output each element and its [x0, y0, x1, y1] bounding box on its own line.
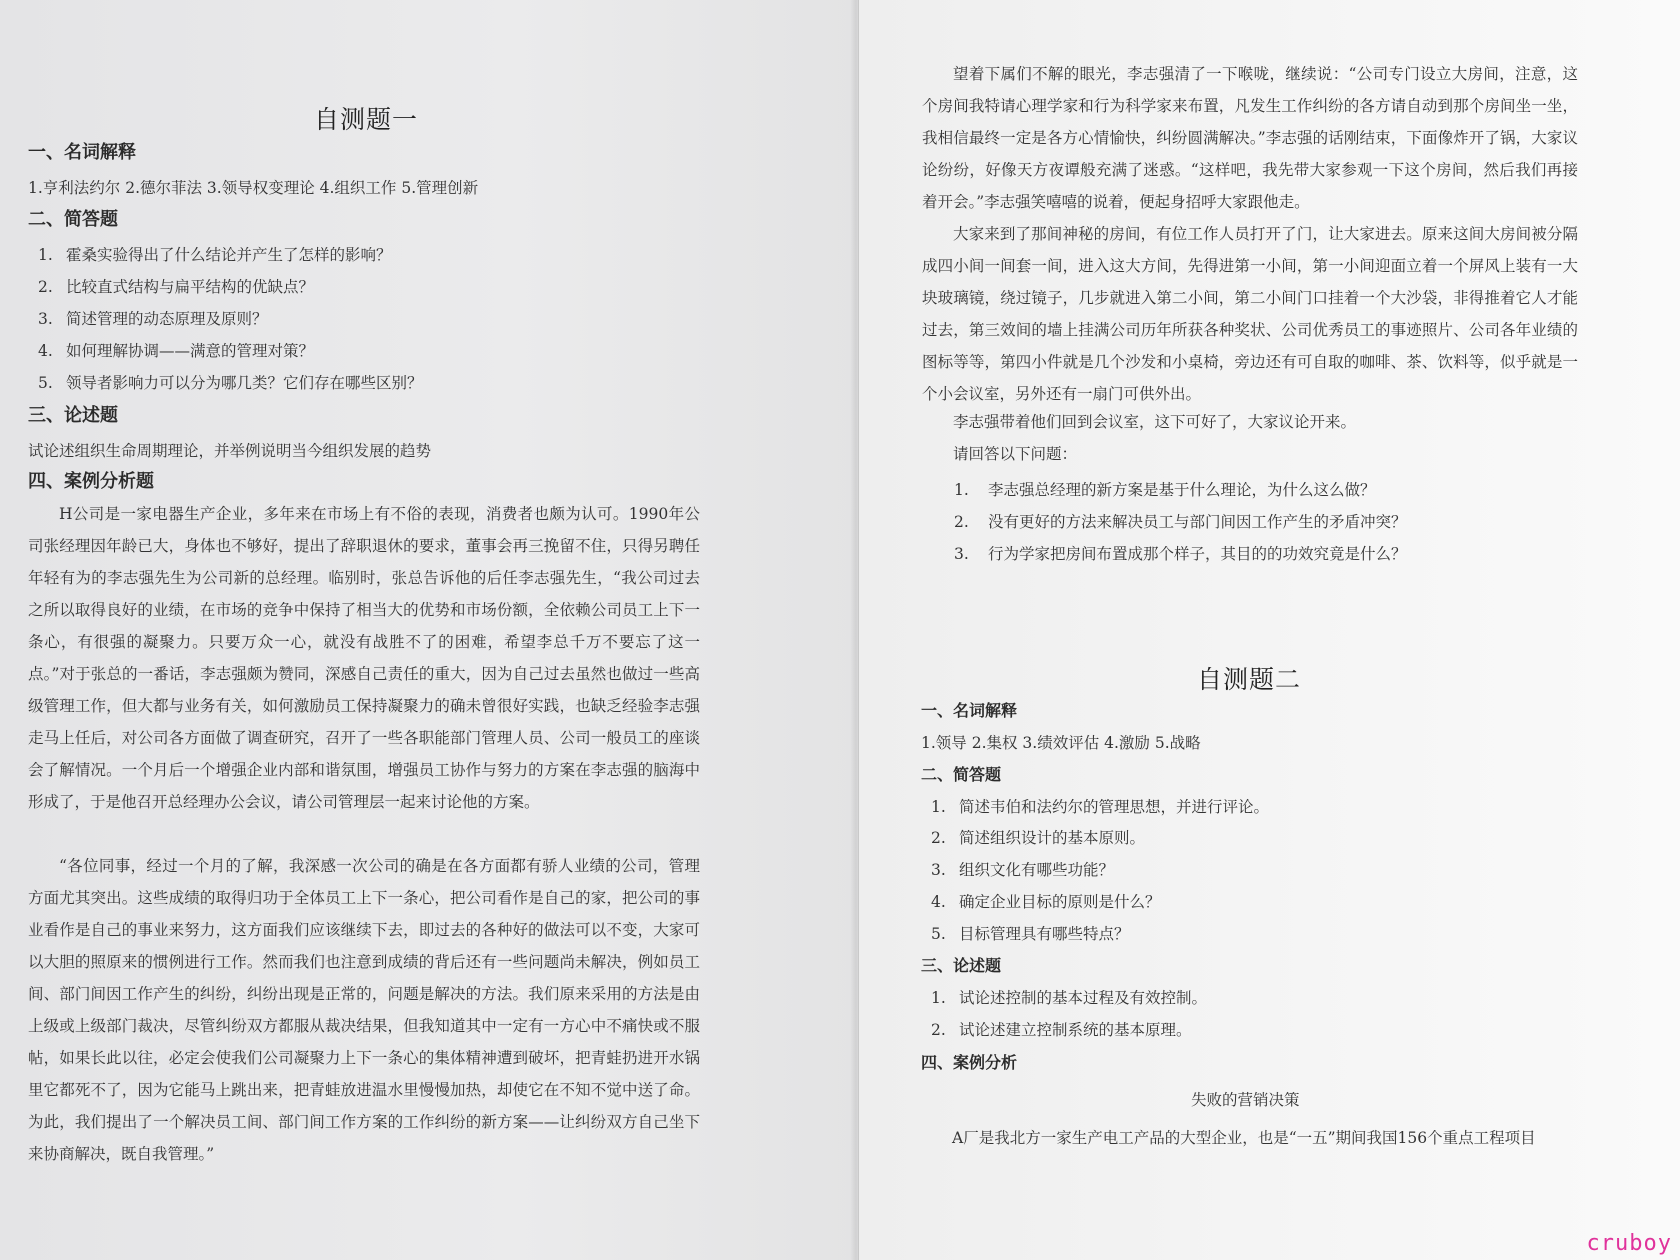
terms-list: 1.亨利法约尔 2.德尔菲法 3.领导权变理论 4.组织工作 5.管理创新 — [28, 179, 479, 197]
short-answer-item: 4. 确定企业目标的原则是什么？ — [931, 893, 1161, 911]
essay-item: 1. 试论述控制的基本过程及有效控制。 — [931, 989, 1208, 1007]
case-question: 3. 行为学家把房间布置成那个样子，其目的的功效究竟是什么？ — [954, 545, 1407, 563]
case-paragraph-3: 望着下属们不解的眼光，李志强清了一下喉咙，继续说：“公司专门设立大房间，注意，这个房间我特请心理学家和行为科学家来布置，凡发生工作纠纷的各方请自动到那个房间坐一坐，我相信最终一定是各方心情愉快，纠纷圆满解决。”李志强的话刚结束，下面像炸开了锅，大家议论纷纷，好像天方夜谭般充满了迷惑。“这样吧，我先带大家参观一下这个房间，然后我们再接着开会。”李志强笑嘻嘻的说着，便起身招呼大家跟他走。 — [922, 65, 1578, 211]
essay-item: 2. 试论述建立控制系统的基本原理。 — [931, 1021, 1192, 1039]
case-paragraph-1: H公司是一家电器生产企业，多年来在市场上有不俗的表现，消费者也颇为认可。1990年公司张经理因年龄已大，身体也不够好，提出了辞职退休的要求，董事会再三挽留不住，只得另聘任年轻有为的李志强先生为公司新的总经理。临别时，张总告诉他的后任李志强先生，“我公司过去之所以取得良好的业绩，在市场的竞争中保持了相当大的优势和市场份额，全依赖公司员工上下一条心，有很强的凝聚力。只要万众一心，就没有战胜不了的困难，希望李总千万不要忘了这一点。”对于张总的一番话，李志强颇为赞同，深感自己责任的重大，因为自己过去虽然也做过一些高级管理工作，但大都与业务有关，如何激励员工保持凝聚力的确未曾很好实践，也缺乏经验李志强走马上任后，对公司各方面做了调查研究，召开了一些各职能部门管理人员、公司一般员工的座谈会了解情况。一个月后一个增强企业内部和谐氛围，增强员工协作与努力的方案在李志强的脑海中形成了，于是他召开总经理办公会议，请公司管理层一起来讨论他的方案。 — [28, 505, 700, 811]
section-heading-case-2: 四、案例分析 — [921, 1053, 1018, 1072]
case-paragraph-2: “各位同事，经过一个月的了解，我深感一次公司的确是在各方面都有骄人业绩的公司，管理方面尤其突出。这些成绩的取得归功于全体员工上下一条心，把公司看作是自己的家，把公司的事业看作是自己的事业来努力，这方面我们应该继续下去，即过去的各种好的做法可以不变，大家可以大胆的照原来的惯例进行工作。然而我们也注意到成绩的背后还有一些问题尚未解决，例如员工间、部门间因工作产生的纠纷，纠纷出现是正常的，问题是解决的方法。我们原来采用的方法是由上级或上级部门裁决，尽管纠纷双方都服从裁决结果，但我知道其中一定有一方心中不痛快或不服帖，如果长此以往，必定会使我们公司凝聚力上下一条心的集体精神遭到破坏，把青蛙扔进开水锅里它都死不了，因为它能马上跳出来，把青蛙放进温水里慢慢加热，却使它在不知不觉中送了命。为此，我们提出了一个解决员工间、部门间工作方案的工作纠纷的新方案——让纠纷双方自己坐下来协商解决，既自我管理。” — [28, 857, 700, 1163]
section-heading-short-answer: 二、简答题 — [28, 209, 118, 230]
essay-question: 试论述组织生命周期理论，并举例说明当今组织发展的趋势 — [28, 442, 432, 460]
short-answer-item: 4. 如何理解协调——满意的管理对策？ — [38, 342, 315, 360]
exam-title-1: 自测题一 — [314, 105, 419, 134]
section-heading-essay: 三、论述题 — [28, 405, 118, 426]
terms-list-2: 1.领导 2.集权 3.绩效评估 4.激励 5.战略 — [921, 734, 1201, 752]
questions-intro: 请回答以下问题： — [953, 445, 1078, 463]
case-question: 1. 李志强总经理的新方案是基于什么理论，为什么这么做？ — [954, 481, 1376, 499]
section-heading-terms-2: 一、名词解释 — [921, 701, 1018, 720]
short-answer-item: 1. 简述韦伯和法约尔的管理思想，并进行评论。 — [931, 798, 1270, 816]
short-answer-item: 2. 简述组织设计的基本原则。 — [931, 829, 1146, 847]
case-title: 失败的营销决策 — [1191, 1091, 1300, 1109]
short-answer-item: 5. 目标管理具有哪些特点？ — [931, 925, 1130, 943]
section-heading-essay-2: 三、论述题 — [921, 956, 1002, 975]
case-text: A厂是我北方一家生产电工产品的大型企业，也是“一五”期间我国156个重点工程项目 — [952, 1129, 1536, 1147]
case-paragraph-4: 大家来到了那间神秘的房间，有位工作人员打开了门，让大家进去。原来这间大房间被分隔成四小间一间套一间，进入这大方间，先得进第一小间，第一小间迎面立着一个屏风上装有一大块玻璃镜，绕过镜子，几步就进入第二小间，第二小间门口挂着一个大沙袋，非得推着它人才能过去，第三效间的墙上挂满公司历年所获各种奖状、公司优秀员工的事迹照片、公司各年业绩的图标等等，第四小件就是几个沙发和小桌椅，旁边还有可自取的咖啡、茶、饮料等，似乎就是一个小会议室，另外还有一扇门可供外出。 — [922, 225, 1578, 403]
short-answer-item: 3. 简述管理的动态原理及原则？ — [38, 310, 268, 328]
exam-title-2: 自测题二 — [1197, 665, 1302, 694]
case-question: 2. 没有更好的方法来解决员工与部门间因工作产生的矛盾冲突？ — [954, 513, 1407, 531]
case-paragraph-5: 李志强带着他们回到会议室，这下可好了，大家议论开来。 — [953, 413, 1357, 431]
section-heading-terms: 一、名词解释 — [28, 142, 136, 163]
section-heading-short-answer-2: 二、简答题 — [921, 765, 1002, 784]
watermark-text: cruboy — [1586, 1231, 1672, 1256]
short-answer-item: 5. 领导者影响力可以分为哪几类？它们存在哪些区别？ — [38, 374, 423, 392]
right-page — [858, 0, 1680, 1260]
section-heading-case: 四、案例分析题 — [28, 471, 154, 492]
short-answer-item: 2. 比较直式结构与扁平结构的优缺点？ — [38, 278, 315, 296]
short-answer-item: 1. 霍桑实验得出了什么结论并产生了怎样的影响？ — [38, 246, 392, 264]
short-answer-item: 3. 组织文化有哪些功能？ — [931, 861, 1115, 879]
